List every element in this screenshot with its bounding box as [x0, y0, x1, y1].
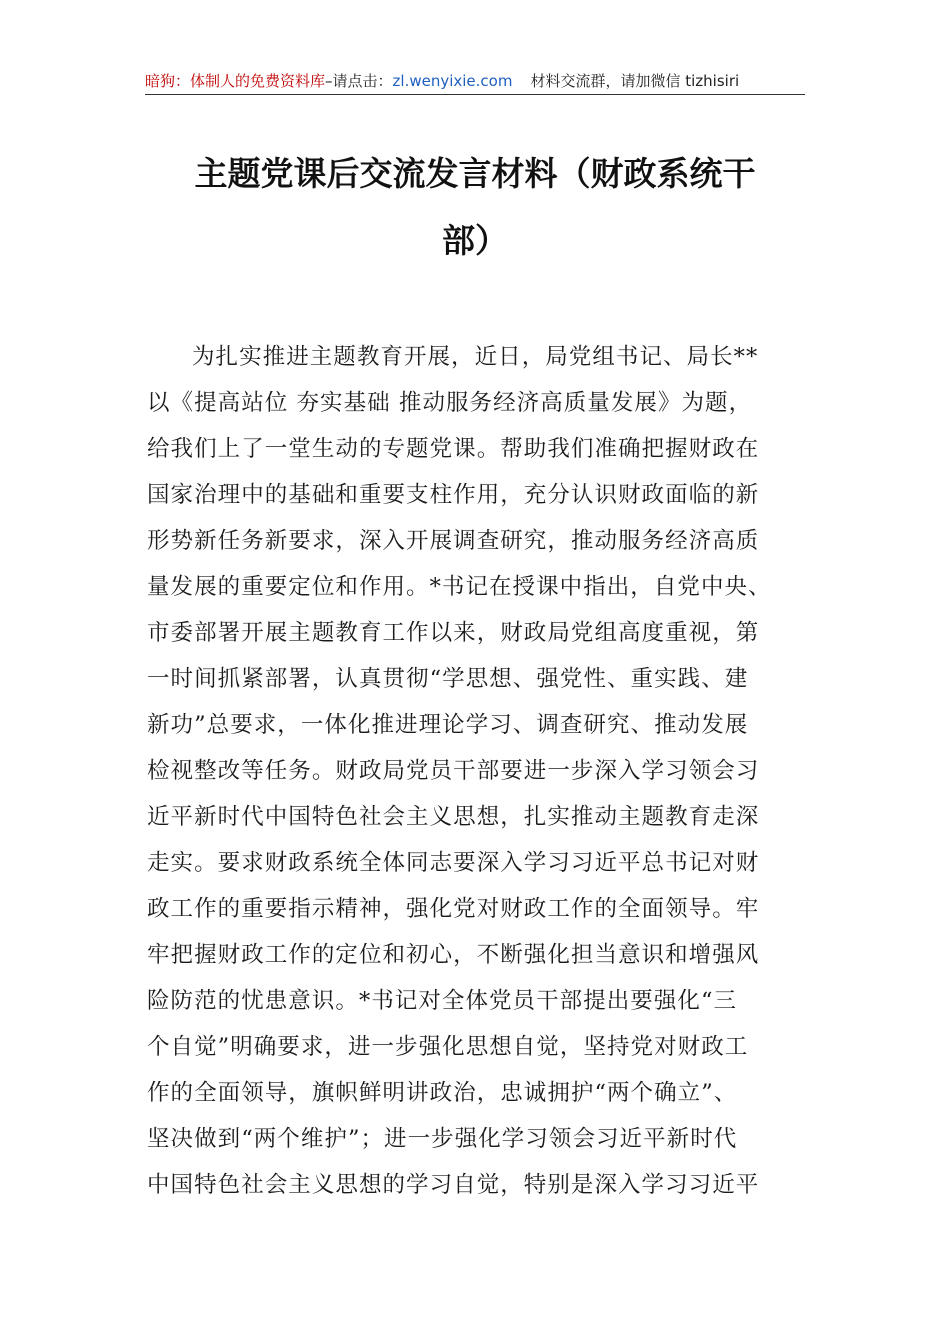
document-title-line-1: 主题党课后交流发言材料（财政系统干 — [194, 154, 756, 193]
body-line-1: 为扎实推进主题教育开展，近日，局党组书记、局长** — [192, 344, 759, 370]
body-line-6: 量发展的重要定位和作用。*书记在授课中指出，自党中央、 — [147, 574, 772, 600]
header-prompt: –请点击： — [325, 72, 393, 90]
document-title-line-2: 部） — [442, 221, 508, 260]
body-line-9: 新功”总要求，一体化推进理论学习、调查研究、推动发展 — [147, 712, 749, 738]
body-line-3: 给我们上了一堂生动的专题党课。帮助我们准确把握财政在 — [147, 436, 760, 462]
header-divider — [145, 94, 805, 95]
body-line-2: 以《提高站位 夯实基础 推动服务经济高质量发展》为题， — [147, 390, 753, 416]
page-header — [145, 70, 805, 92]
header-brand: 暗狗：体制人的免费资料库 — [145, 72, 326, 90]
body-line-19: 中国特色社会主义思想的学习自觉，特别是深入学习习近平 — [147, 1172, 760, 1198]
body-line-18: 坚决做到“两个维护”；进一步强化学习领会习近平新时代 — [147, 1126, 738, 1152]
body-line-17: 作的全面领导，旗帜鲜明讲政治，忠诚拥护“两个确立”、 — [147, 1080, 738, 1106]
body-line-8: 一时间抓紧部署，认真贯彻“学思想、强党性、重实践、建 — [147, 666, 749, 692]
body-line-12: 走实。要求财政系统全体同志要深入学习习近平总书记对财 — [147, 850, 760, 876]
body-line-13: 政工作的重要指示精神，强化党对财政工作的全面领导。牢 — [147, 896, 760, 922]
body-line-14: 牢把握财政工作的定位和初心，不断强化担当意识和增强风 — [147, 942, 760, 968]
body-line-7: 市委部署开展主题教育工作以来，财政局党组高度重视，第 — [147, 620, 760, 646]
body-line-10: 检视整改等任务。财政局党员干部要进一步深入学习领会习 — [147, 758, 760, 784]
body-line-16: 个自觉”明确要求，进一步强化思想自觉，坚持党对财政工 — [147, 1034, 749, 1060]
body-line-11: 近平新时代中国特色社会主义思想，扎实推动主题教育走深 — [147, 804, 760, 830]
body-line-4: 国家治理中的基础和重要支柱作用，充分认识财政面临的新 — [147, 482, 760, 508]
body-line-5: 形势新任务新要求，深入开展调查研究，推动服务经济高质 — [147, 528, 760, 554]
body-line-15: 险防范的忧患意识。*书记对全体党员干部提出要强化“三 — [147, 988, 738, 1014]
header-url-link[interactable]: zl.wenyixie.com — [392, 72, 513, 90]
header-contact: 材料交流群，请加微信 tizhisiri — [530, 72, 740, 90]
